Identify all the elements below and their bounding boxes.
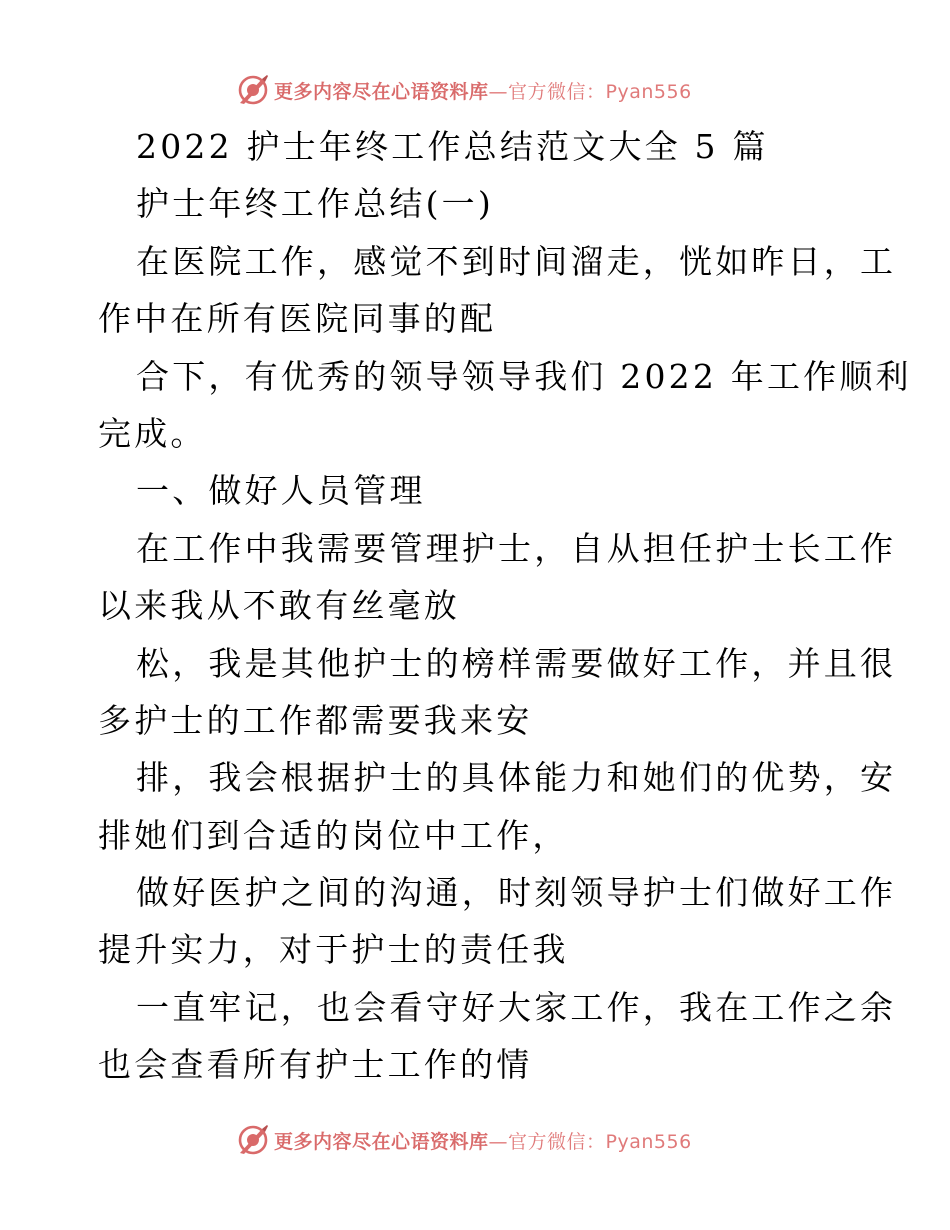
- text-line: 完成。: [98, 413, 207, 453]
- text-line: 合下，有优秀的领导领导我们 2022 年工作顺利: [136, 356, 912, 396]
- quill-seal-icon: [236, 1123, 270, 1157]
- text-line: 做好医护之间的沟通，时刻领导护士们做好工作: [136, 873, 897, 913]
- text-line: 一直牢记，也会看守好大家工作，我在工作之余: [136, 987, 897, 1027]
- header-watermark: [236, 72, 716, 108]
- document-body: [98, 118, 912, 1094]
- text-line: 作中在所有医院同事的配: [98, 299, 497, 339]
- footer-watermark: [236, 1122, 716, 1158]
- text-line: 排，我会根据护士的具体能力和她们的优势，安: [136, 758, 897, 798]
- document-title: 2022 护士年终工作总结范文大全 5 篇: [136, 127, 769, 166]
- text-line: 松，我是其他护士的榜样需要做好工作，并且很: [136, 643, 897, 683]
- text-line: 以来我从不敢有丝毫放: [98, 586, 460, 626]
- quill-seal-icon: [236, 73, 270, 107]
- watermark-text: [274, 77, 692, 104]
- watermark-brand: 更多内容尽在心语资料库: [274, 1130, 489, 1153]
- text-line: 提升实力，对于护士的责任我: [98, 930, 569, 970]
- text-line: 排她们到合适的岗位中工作，: [98, 815, 569, 855]
- text-line: 在医院工作，感觉不到时间溜走，恍如昨日，工: [136, 241, 897, 281]
- watermark-brand: 更多内容尽在心语资料库: [274, 80, 489, 103]
- text-line: 在工作中我需要管理护士，自从担任护士长工作: [136, 528, 897, 568]
- text-line: 也会查看所有护士工作的情: [98, 1045, 533, 1085]
- text-line: 一、做好人员管理: [136, 471, 426, 511]
- text-line: 多护士的工作都需要我来安: [98, 700, 533, 740]
- watermark-text: [274, 1127, 692, 1154]
- section-heading: 护士年终工作总结(一): [136, 184, 494, 224]
- watermark-suffix: —官方微信：Pyan556: [488, 1130, 692, 1153]
- watermark-suffix: —官方微信：Pyan556: [488, 80, 692, 103]
